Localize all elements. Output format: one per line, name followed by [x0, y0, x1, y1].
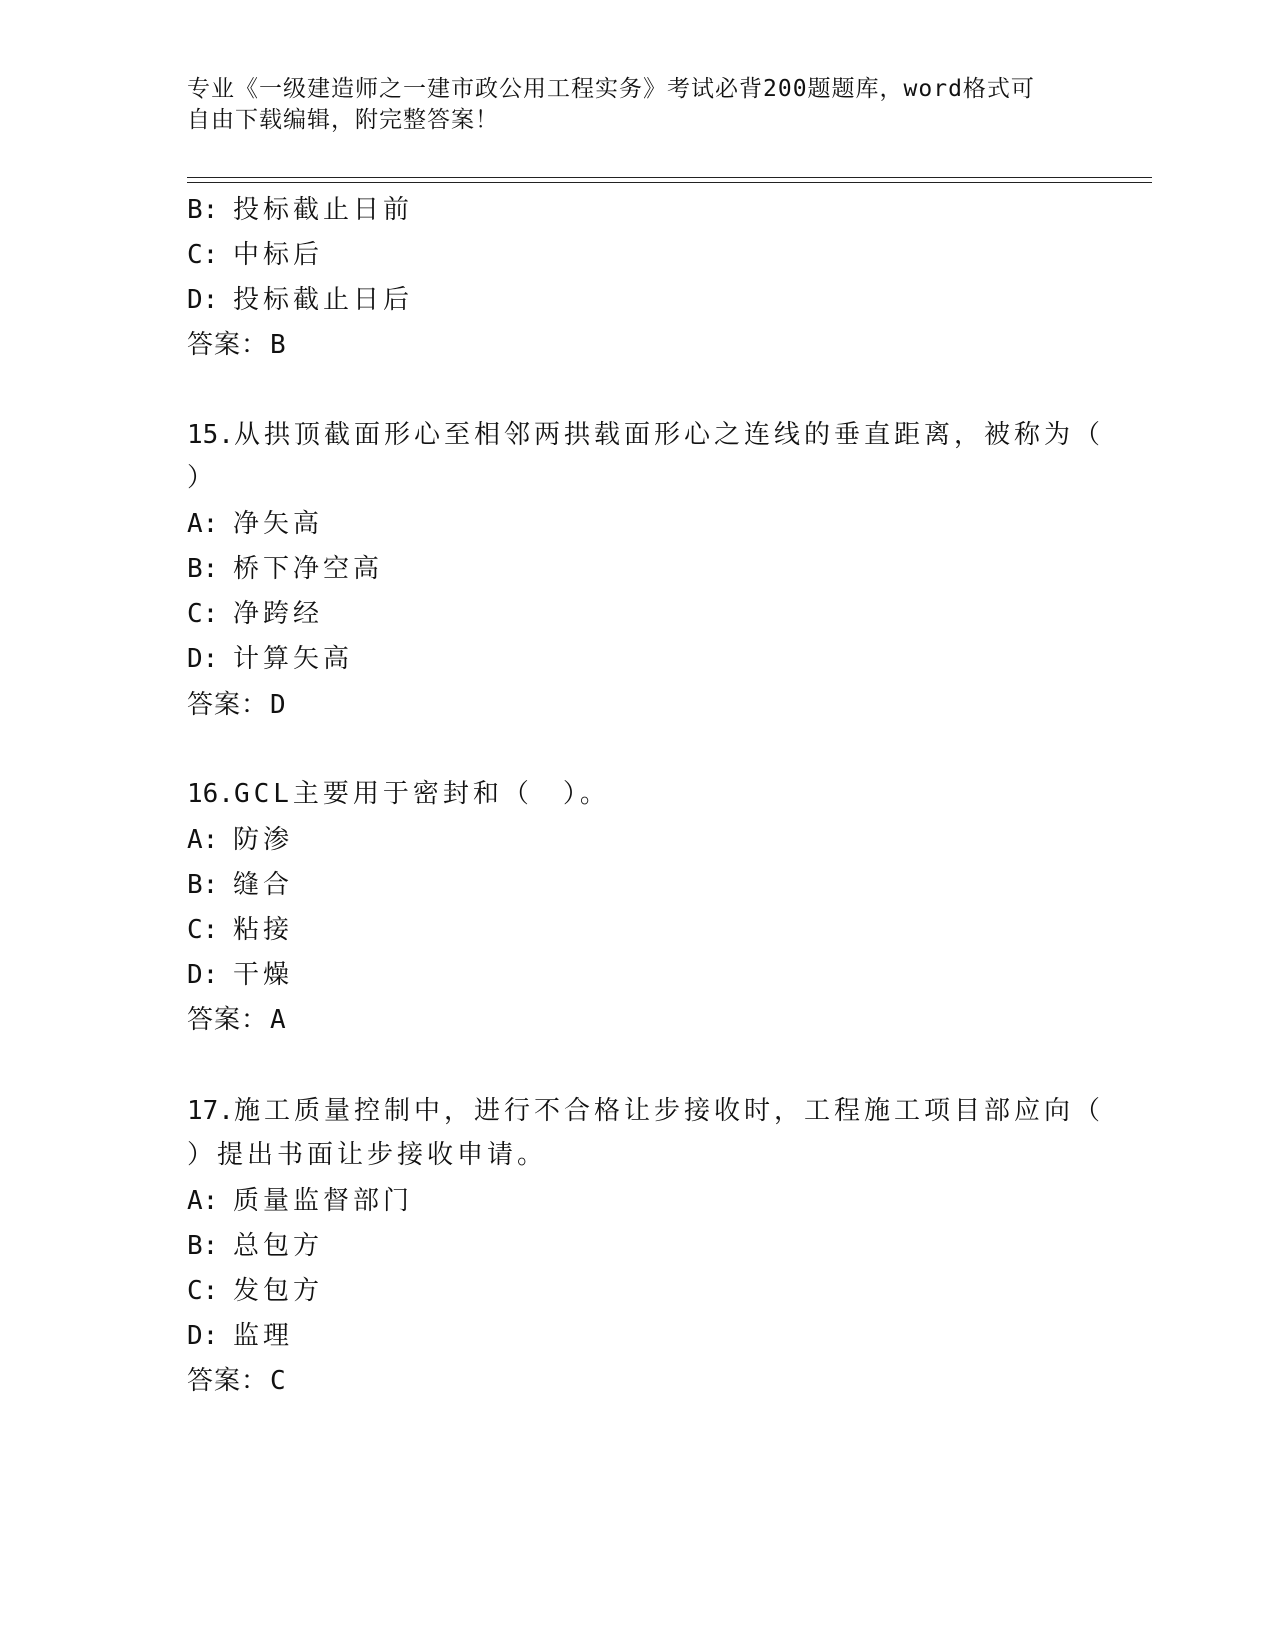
option-text: 投标截止日后: [233, 285, 414, 315]
question-17: [187, 1094, 1104, 1128]
question-text-continued: ）提出书面让步接收申请。: [187, 1140, 548, 1170]
option-letter: A:: [187, 825, 219, 855]
answer-label: 答案：: [187, 690, 269, 720]
option-text: 缝合: [233, 870, 294, 900]
option-letter: C:: [187, 1276, 219, 1306]
option-letter: A:: [187, 1186, 219, 1216]
option-letter: B:: [187, 870, 219, 900]
option-b: [187, 552, 383, 586]
question-15-continued: [187, 461, 217, 495]
option-text: 中标后: [233, 240, 324, 270]
header-divider-bottom: [187, 182, 1152, 183]
option-text: 计算矢高: [233, 644, 354, 674]
option-c: [187, 913, 293, 947]
header-line-2: 自由下载编辑，附完整答案！: [187, 107, 499, 133]
question-text-continued: ）: [187, 463, 218, 493]
option-text: 总包方: [233, 1231, 324, 1261]
answer-label: 答案：: [187, 1366, 269, 1396]
answer-value: D: [270, 690, 287, 720]
answer-value: C: [270, 1366, 287, 1396]
option-letter: B:: [187, 1231, 219, 1261]
answer-label: 答案：: [187, 330, 269, 360]
option-letter: D:: [187, 644, 219, 674]
option-text: 干燥: [233, 960, 294, 990]
option-letter: D:: [187, 1321, 219, 1351]
option-a: [187, 1184, 413, 1218]
question-text: GCL主要用于密封和（ ）。: [233, 779, 610, 809]
answer-line: [187, 1364, 287, 1398]
option-a: [187, 823, 293, 857]
option-c: [187, 597, 323, 631]
option-letter: C:: [187, 599, 219, 629]
header-divider-top: [187, 177, 1152, 178]
option-text: 净矢高: [233, 509, 324, 539]
option-letter: B:: [187, 195, 219, 225]
option-text: 质量监督部门: [233, 1186, 414, 1216]
question-17-continued: [187, 1138, 547, 1172]
option-letter: C:: [187, 240, 219, 270]
option-c: [187, 238, 323, 272]
question-text: 从拱顶截面形心至相邻两拱载面形心之连线的垂直距离，被称为（: [233, 420, 1104, 450]
question-number: 16.: [187, 779, 234, 809]
option-text: 防渗: [233, 825, 294, 855]
option-d: [187, 958, 293, 992]
option-text: 净跨经: [233, 599, 324, 629]
option-letter: D:: [187, 960, 219, 990]
answer-value: A: [270, 1005, 287, 1035]
answer-line: [187, 328, 287, 362]
question-number: 15.: [187, 420, 234, 450]
option-text: 投标截止日前: [233, 195, 414, 225]
option-text: 发包方: [233, 1276, 324, 1306]
option-letter: D:: [187, 285, 219, 315]
option-d: [187, 1319, 293, 1353]
option-d: [187, 283, 413, 317]
option-b: [187, 1229, 323, 1263]
document-header: [187, 74, 1067, 136]
question-number: 17.: [187, 1096, 234, 1126]
option-letter: C:: [187, 915, 219, 945]
answer-label: 答案：: [187, 1005, 269, 1035]
header-line-1: 专业《一级建造师之一建市政公用工程实务》考试必背200题题库，word格式可: [187, 76, 1035, 102]
option-d: [187, 642, 353, 676]
option-b: [187, 193, 413, 227]
option-b: [187, 868, 293, 902]
option-text: 监理: [233, 1321, 294, 1351]
option-text: 桥下净空高: [233, 554, 384, 584]
option-letter: B:: [187, 554, 219, 584]
option-letter: A:: [187, 509, 219, 539]
option-a: [187, 507, 323, 541]
answer-line: [187, 688, 287, 722]
answer-line: [187, 1003, 287, 1037]
option-c: [187, 1274, 323, 1308]
question-text: 施工质量控制中，进行不合格让步接收时，工程施工项目部应向（: [233, 1096, 1104, 1126]
question-15: [187, 418, 1104, 452]
question-16: [187, 777, 610, 811]
option-text: 粘接: [233, 915, 294, 945]
answer-value: B: [270, 330, 287, 360]
